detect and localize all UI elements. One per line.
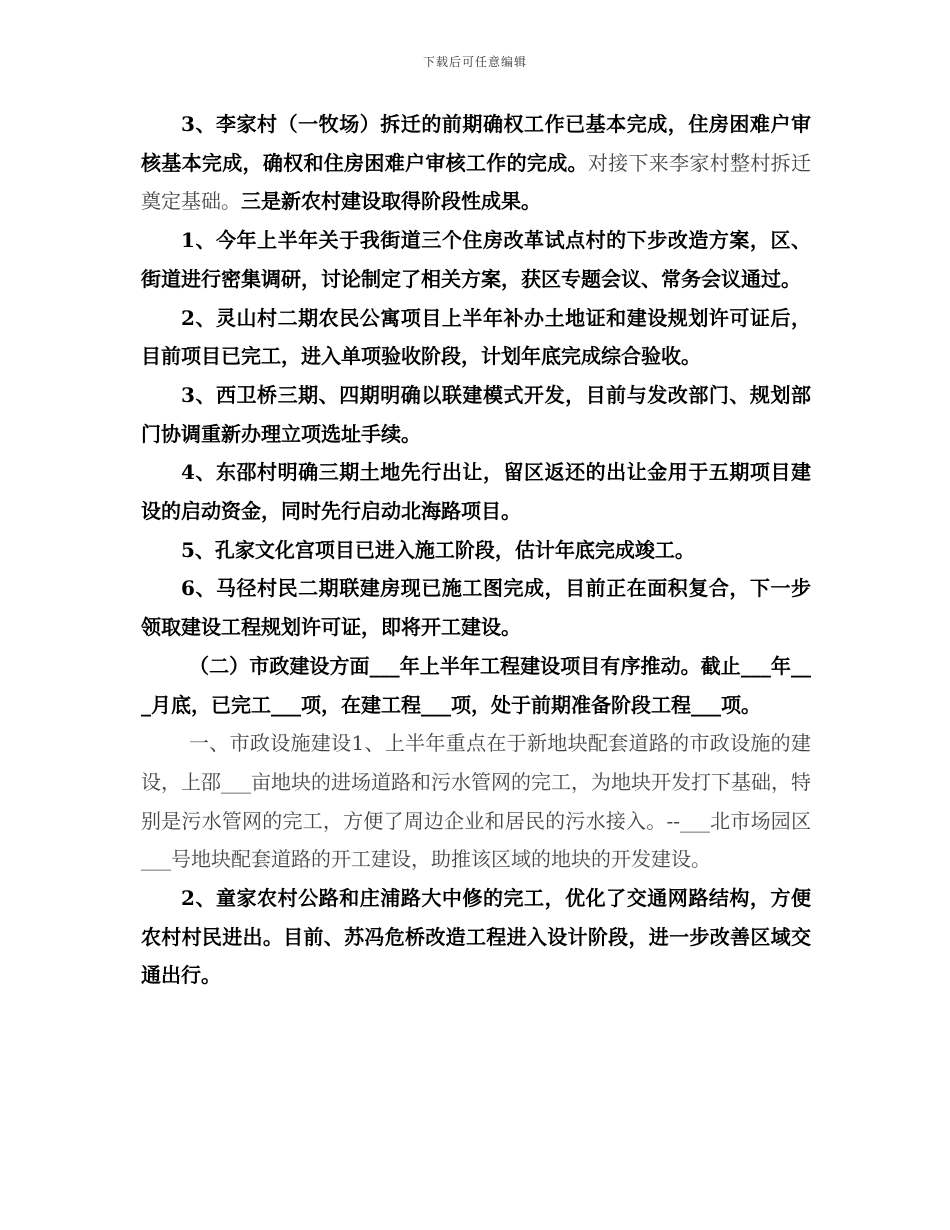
paragraph-6: 5、孔家文化宫项目已进入施工阶段，估计年底完成竣工。	[181, 537, 695, 562]
paragraph-8: （二）市政建设方面___年上半年工程建设项目有序推动。截止___年___月底，已完工___项，在建工程___项，处于前期准备阶段工程___项。	[141, 653, 811, 717]
paragraph-10: 2、童家农村公路和庄浦路大中修的完工，优化了交通网路结构，方便农村村民进出。目前、苏冯危桥改造工程进入设计阶段，进一步改善区域交通出行。	[141, 886, 811, 988]
paragraph-1	[141, 105, 811, 221]
paragraph-1-bold-tail: 三是新农村建设取得阶段性成果。	[241, 189, 541, 214]
document-body	[141, 105, 811, 995]
paragraph-2: 1、今年上半年关于我街道三个住房改革试点村的下步改造方案，区、街道进行密集调研，讨论制定了相关方案，获区专题会议、常务会议通过。	[141, 228, 811, 291]
paragraph-4: 3、西卫桥三期、四期明确以联建模式开发，目前与发改部门、规划部门协调重新办理立项选址手续。	[141, 382, 811, 446]
paragraph-3: 2、灵山村二期农民公寓项目上半年补办土地证和建设规划许可证后，目前项目已完工，进入单项验收阶段，计划年底完成综合验收。	[141, 305, 811, 369]
paragraph-9: 一、市政设施建设1、上半年重点在于新地块配套道路的市政设施的建设，上邵___亩地块的进场道路和污水管网的完工，为地块开发打下基础，特别是污水管网的完工，方便了周边企业和居民的污水接入。--___北市场园区___号地块配套道路的开工建设，助推该区域的地块的开发建设。	[141, 731, 811, 872]
paragraph-5: 4、东邵村明确三期土地先行出让，留区返还的出让金用于五期项目建设的启动资金，同时先行启动北海路项目。	[141, 460, 811, 524]
page-header-note: 下载后可任意编辑	[422, 55, 527, 69]
paragraph-1-light-text: 对接下来李家村整村拆迁奠定基础。	[141, 150, 811, 214]
paragraph-7: 6、马径村民二期联建房现已施工图完成，目前正在面积复合，下一步领取建设工程规划许可证，即将开工建设。	[141, 576, 811, 640]
paragraph-1-bold-text: 3、李家村（一牧场）拆迁的前期确权工作已基本完成，住房困难户审核基本完成，确权和住房困难户审核工作的完成。	[141, 112, 811, 175]
